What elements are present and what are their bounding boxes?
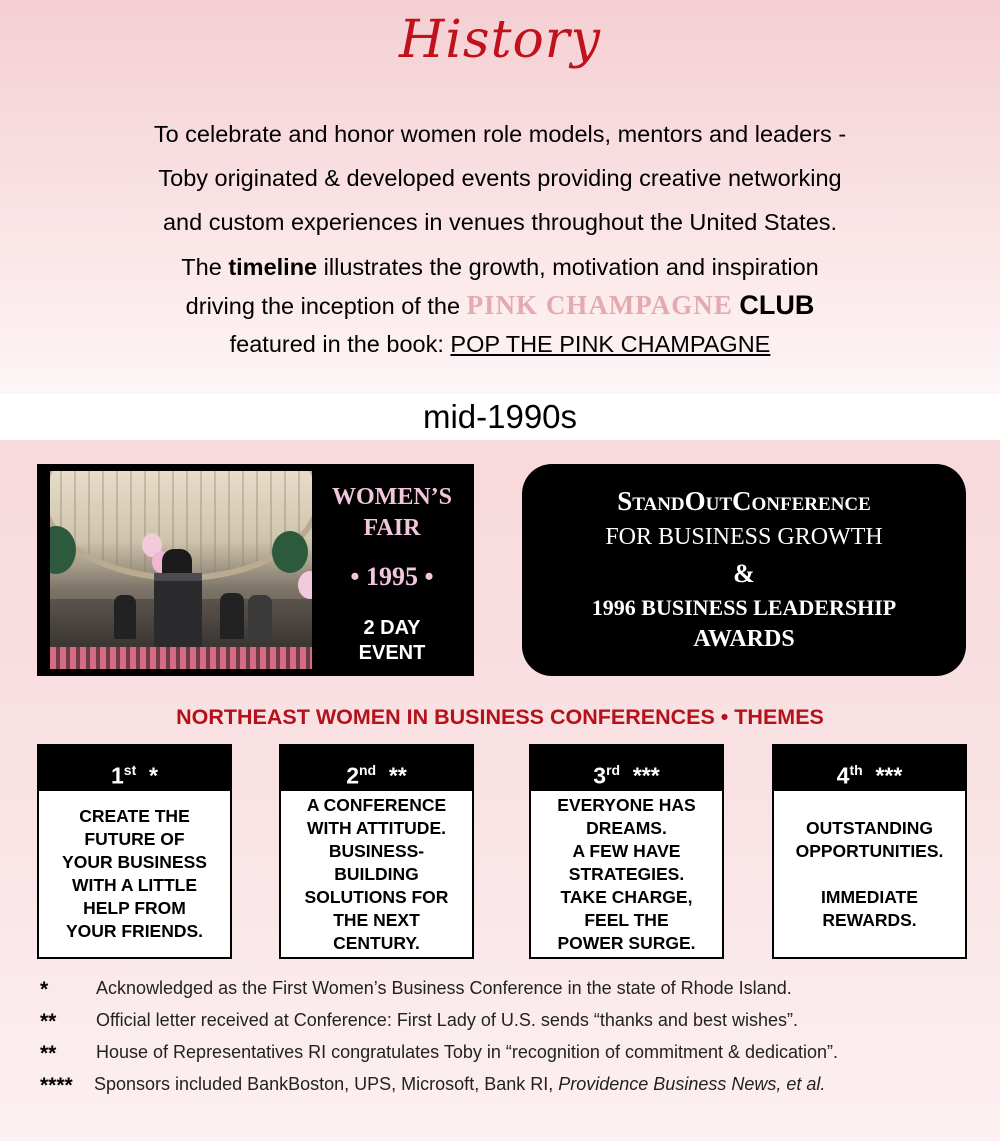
theme-card-header (531, 746, 722, 791)
theme-card-header (39, 746, 230, 791)
timeline-bold-word: timeline (228, 254, 318, 280)
timeline-rest: illustrates the growth, motivation and inspiration (323, 254, 819, 280)
footnote-text-italic: Providence Business News, et al. (558, 1074, 826, 1094)
womens-fair-duration (322, 616, 462, 666)
balloon (298, 571, 312, 599)
theme-ordinal: th (849, 762, 863, 778)
theme-number: 3 (593, 762, 607, 789)
theme-line: IMMEDIATE (821, 886, 918, 907)
theme-line: A CONFERENCE (306, 794, 447, 815)
theme-line: EVERYONE HAS (557, 794, 696, 815)
theme-line: BUSINESS- (328, 840, 425, 861)
theme-line: THE NEXT (333, 909, 420, 930)
timeline-paragraph (60, 248, 940, 363)
theme-card-body (531, 791, 722, 957)
flowers (50, 647, 312, 669)
intro-line: To celebrate and honor women role models, mentors and leaders - (153, 121, 847, 147)
standout-title: StandOutConference (617, 486, 871, 516)
theme-stars: *** (875, 762, 903, 789)
theme-line: A FEW HAVE (572, 840, 681, 861)
footnote-item (40, 1010, 980, 1040)
awards-subtitle: AWARDS (693, 626, 795, 652)
footnote-item (40, 1042, 980, 1072)
theme-card-header (281, 746, 472, 791)
theme-line: WITH ATTITUDE. (306, 817, 446, 838)
theme-card-2 (279, 744, 474, 959)
theme-card-3 (529, 744, 724, 959)
theme-line: REWARDS. (822, 909, 917, 930)
standout-conference-panel (522, 464, 966, 676)
fair-event-line: EVENT (358, 642, 426, 664)
theme-line: BUILDING (334, 863, 419, 884)
footnote-text: Acknowledged as the First Women’s Business Conference in the state of Rhode Island. (96, 978, 792, 998)
footnote-mark: ** (40, 1042, 57, 1065)
theme-line: FEEL THE (584, 909, 669, 930)
footnote-text: Official letter received at Conference: First Lady of U.S. sends “thanks and best wishes”. (96, 1010, 798, 1030)
theme-line: OPPORTUNITIES. (795, 840, 944, 861)
theme-number: 1 (111, 762, 124, 789)
club-text: CLUB (739, 290, 815, 320)
footnote-text: House of Representatives RI congratulates Toby in “recognition of commitment & dedication”. (96, 1042, 839, 1062)
theme-line: YOUR FRIENDS. (65, 921, 204, 941)
seated-person (220, 593, 244, 639)
theme-line: CREATE THE (79, 806, 190, 826)
theme-card-4 (772, 744, 967, 959)
theme-line: FUTURE OF (84, 829, 185, 849)
timeline-line2-start: driving the inception of the (185, 293, 461, 319)
balloon (272, 531, 308, 573)
standout-subtitle: FOR BUSINESS GROWTH (605, 524, 883, 550)
theme-card-header (774, 746, 965, 791)
conference-themes-heading: NORTHEAST WOMEN IN BUSINESS CONFERENCES • THEMES (176, 705, 824, 729)
fair-title-line: WOMEN’S (332, 484, 452, 510)
intro-line: and custom experiences in venues throughout the United States. (162, 209, 838, 235)
podium (154, 573, 202, 651)
theme-ordinal: st (123, 762, 137, 778)
footnote-mark: * (40, 978, 49, 1001)
theme-line: DREAMS. (586, 817, 667, 838)
theme-line: HELP FROM (83, 898, 186, 918)
era-heading: mid-1990s (0, 394, 1000, 440)
womens-fair-panel (37, 464, 474, 676)
theme-line: CENTURY. (333, 932, 420, 953)
pink-champagne-logo-text: PINK CHAMPAGNE (466, 290, 733, 320)
theme-number: 2 (346, 762, 359, 789)
footnote-item (40, 1074, 980, 1104)
theme-line: STRATEGIES. (568, 863, 685, 884)
theme-card-body (281, 791, 472, 957)
theme-line: SOLUTIONS FOR (304, 886, 449, 907)
womens-fair-year: • 1995 • (350, 562, 434, 591)
footnote-mark: ** (40, 1010, 57, 1033)
theme-ordinal: rd (606, 762, 621, 778)
timeline-the: The (181, 254, 222, 280)
theme-card-body (774, 791, 965, 957)
footnote-text (94, 1074, 825, 1095)
book-title-link[interactable]: POP THE PINK CHAMPAGNE (450, 331, 771, 357)
theme-number: 4 (836, 762, 850, 789)
theme-stars: ** (388, 762, 407, 789)
timeline-line-3 (60, 325, 940, 363)
footnote-text-plain: Sponsors included BankBoston, UPS, Microsoft, Bank RI, (94, 1074, 554, 1094)
theme-ordinal: nd (359, 762, 377, 778)
footnote-mark: **** (40, 1074, 73, 1097)
intro-line: Toby originated & developed events providing creative networking (158, 165, 842, 191)
theme-line: WITH A LITTLE (71, 875, 198, 895)
timeline-line-1 (60, 248, 940, 286)
timeline-line3-start: featured in the book: (229, 331, 444, 357)
seated-person (248, 595, 272, 639)
theme-line: YOUR BUSINESS (62, 852, 207, 872)
intro-paragraph (60, 112, 940, 244)
theme-stars: *** (632, 762, 660, 789)
timeline-line-2 (60, 286, 940, 325)
standout-ampersand: & (733, 559, 755, 588)
footnote-item (40, 978, 980, 1008)
theme-line: TAKE CHARGE, (560, 886, 693, 907)
awards-title: 1996 BUSINESS LEADERSHIP (591, 595, 897, 620)
page-title: History (398, 10, 602, 70)
theme-card-1 (37, 744, 232, 959)
seated-person (114, 595, 136, 639)
theme-line: OUTSTANDING (805, 817, 933, 838)
womens-fair-photo (50, 471, 312, 669)
fair-title-line: FAIR (363, 515, 421, 541)
fair-event-line: 2 DAY (363, 617, 421, 639)
theme-spacer (796, 863, 944, 886)
womens-fair-title (322, 482, 462, 544)
theme-card-body (39, 791, 230, 957)
theme-stars: * (149, 762, 158, 789)
theme-line: POWER SURGE. (557, 932, 696, 953)
